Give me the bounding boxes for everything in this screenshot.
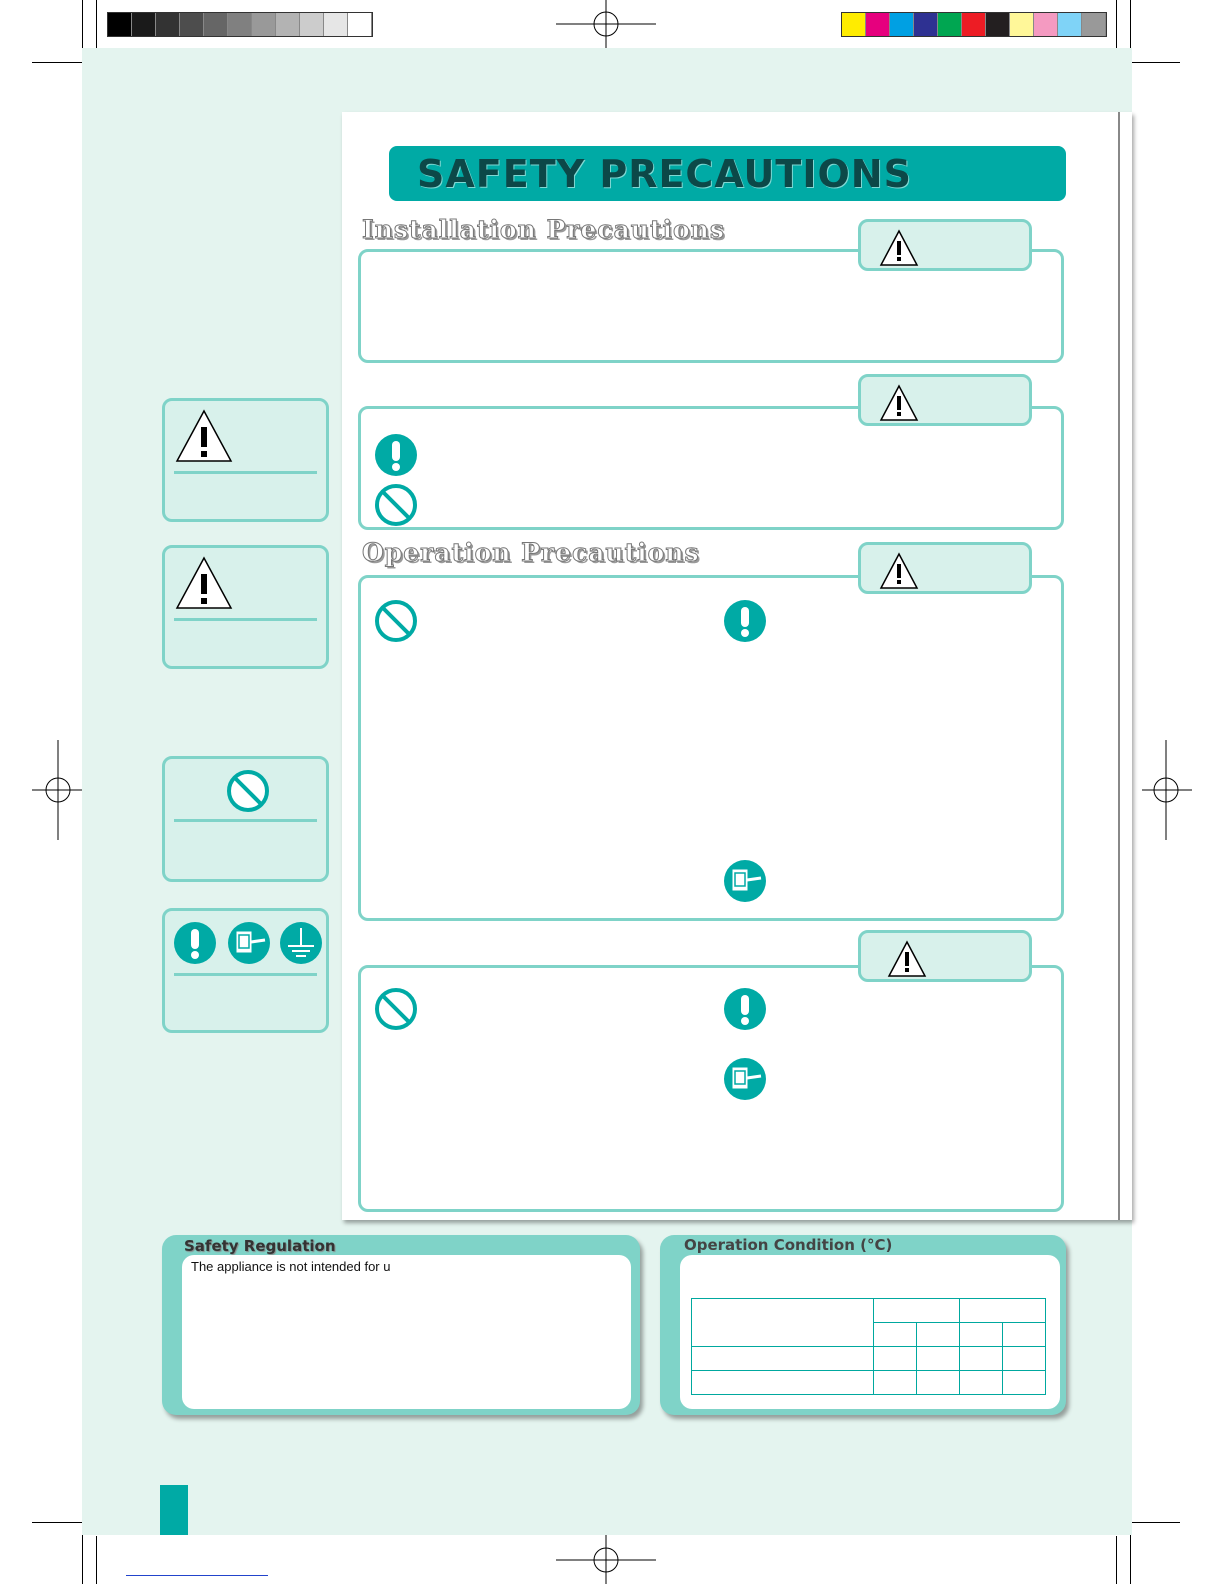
- registration-target-right: [1142, 740, 1192, 840]
- mandatory-icon: [723, 987, 767, 1031]
- operation-warning-panel: [358, 575, 1064, 921]
- operation-caution-panel: [358, 965, 1064, 1212]
- ground-icon: [279, 921, 323, 965]
- registration-target-top: [556, 0, 656, 50]
- color-swatch: [1010, 13, 1034, 36]
- color-swatch: [348, 13, 372, 36]
- crop-mark: [32, 62, 82, 63]
- legend-caution-box: [162, 545, 329, 669]
- color-swatch: [156, 13, 180, 36]
- footer-rule: [126, 1575, 268, 1576]
- table-header-cell: [692, 1299, 874, 1347]
- table-row: [692, 1347, 1046, 1371]
- table-header-cell: [873, 1299, 959, 1323]
- warning-triangle-icon: [175, 409, 233, 463]
- color-swatch: [252, 13, 276, 36]
- crop-mark: [1130, 62, 1180, 63]
- color-swatch: [842, 13, 866, 36]
- installation-heading: Installation Precautions: [362, 215, 725, 244]
- warning-triangle-icon: [879, 551, 919, 591]
- mandatory-icon: [723, 599, 767, 643]
- title-banner: [389, 146, 1066, 201]
- table-header-cell: [1002, 1323, 1045, 1347]
- registration-target-bottom: [556, 1534, 656, 1584]
- color-swatch: [132, 13, 156, 36]
- safety-regulation-body: [182, 1255, 631, 1409]
- crop-mark: [1130, 1522, 1180, 1523]
- installation-caution-tab: [858, 374, 1032, 426]
- caution-triangle-icon: [175, 556, 233, 610]
- safety-regulation-text: The appliance is not intended for u: [191, 1259, 391, 1274]
- color-swatch: [1058, 13, 1082, 36]
- crop-mark: [96, 0, 97, 48]
- safety-regulation-box: [162, 1235, 640, 1415]
- color-swatch: [866, 13, 890, 36]
- color-swatch: [962, 13, 986, 36]
- color-swatch: [300, 13, 324, 36]
- color-swatch: [914, 13, 938, 36]
- legend-mandatory-box: [162, 908, 329, 1033]
- legend-divider: [174, 819, 317, 822]
- color-registration-swatches: [841, 12, 1107, 37]
- crop-mark: [1116, 0, 1117, 48]
- color-swatch: [276, 13, 300, 36]
- table-header-cell: [873, 1323, 916, 1347]
- color-swatch: [1082, 13, 1106, 36]
- legend-warning-box: [162, 398, 329, 522]
- page-edge-tab: [160, 1485, 188, 1535]
- color-swatch: [108, 13, 132, 36]
- unplug-icon: [723, 1057, 767, 1101]
- page-title: SAFETY PRECAUTIONS: [417, 152, 912, 196]
- color-swatch: [324, 13, 348, 36]
- color-swatch: [180, 13, 204, 36]
- caution-triangle-icon: [879, 383, 919, 423]
- table-header-cell: [916, 1323, 959, 1347]
- color-swatch: [228, 13, 252, 36]
- operation-condition-table: [691, 1298, 1046, 1395]
- color-swatch: [890, 13, 914, 36]
- operation-condition-title: Operation Condition (°C): [684, 1236, 893, 1254]
- legend-divider: [174, 618, 317, 621]
- prohibited-icon: [374, 599, 418, 643]
- color-swatch: [204, 13, 228, 36]
- crop-mark: [96, 1536, 97, 1584]
- legend-prohibited-box: [162, 756, 329, 882]
- unplug-icon: [723, 859, 767, 903]
- mandatory-icon: [374, 433, 418, 477]
- gray-registration-swatches: [107, 12, 373, 37]
- operation-warning-tab: [858, 542, 1032, 594]
- crop-mark: [1116, 1536, 1117, 1584]
- prohibited-icon: [226, 769, 270, 813]
- table-row: [692, 1371, 1046, 1395]
- registration-target-left: [32, 740, 82, 840]
- unplug-icon: [227, 921, 271, 965]
- legend-divider: [174, 973, 317, 976]
- sheet-edge-line: [1118, 112, 1120, 1220]
- legend-divider: [174, 471, 317, 474]
- warning-triangle-icon: [879, 228, 919, 268]
- table-header-cell: [959, 1299, 1045, 1323]
- installation-warning-tab: [858, 219, 1032, 271]
- mandatory-icon: [173, 921, 217, 965]
- prohibited-icon: [374, 987, 418, 1031]
- crop-mark: [32, 1522, 82, 1523]
- caution-triangle-icon: [887, 939, 927, 979]
- safety-regulation-title: Safety Regulation: [184, 1237, 336, 1255]
- color-swatch: [986, 13, 1010, 36]
- operation-heading: Operation Precautions: [362, 538, 700, 567]
- color-swatch: [938, 13, 962, 36]
- prohibited-icon: [374, 483, 418, 527]
- color-swatch: [1034, 13, 1058, 36]
- operation-caution-tab: [858, 930, 1032, 982]
- table-header-cell: [959, 1323, 1002, 1347]
